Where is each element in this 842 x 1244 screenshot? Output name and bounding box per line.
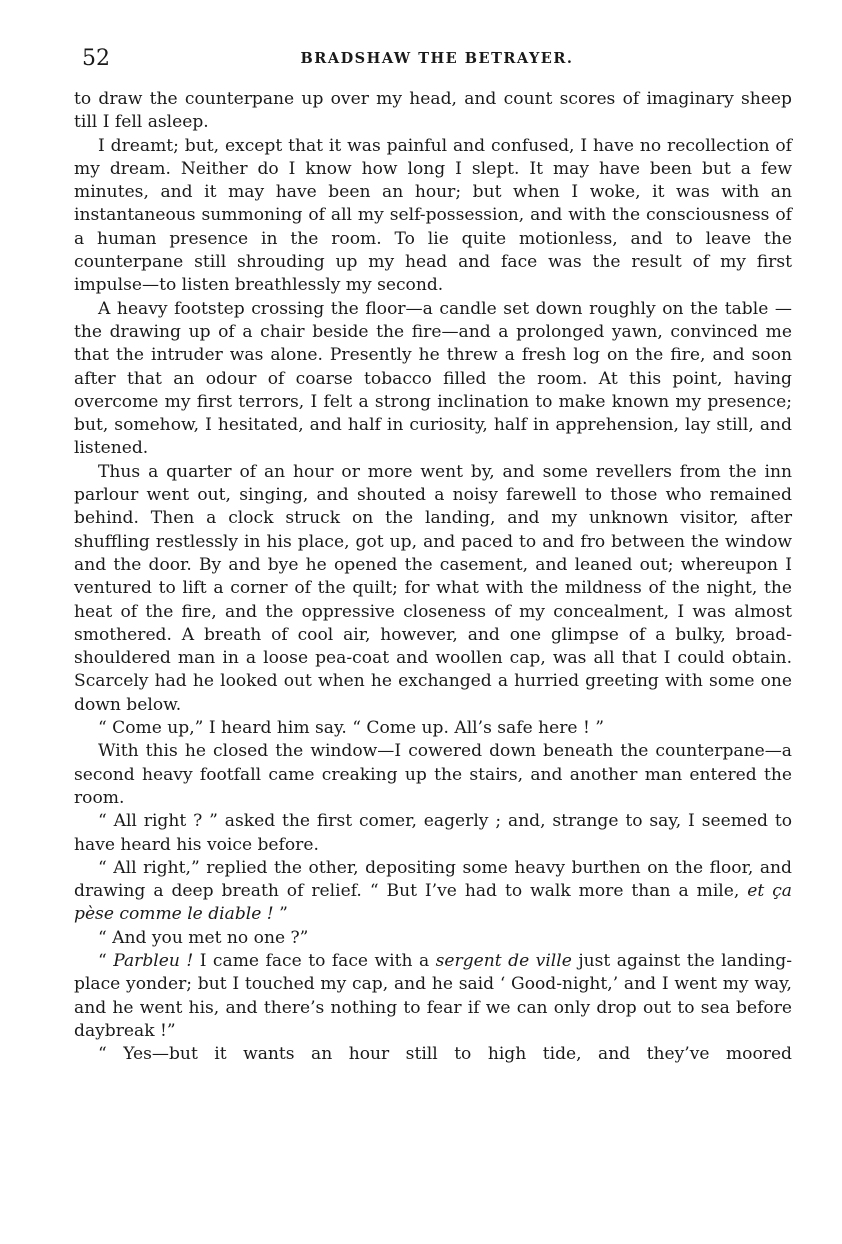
text-run: I came face to face with a — [193, 950, 436, 971]
page-header — [82, 44, 792, 74]
text-run: “ — [98, 950, 114, 971]
text-run: ” — [273, 904, 288, 925]
running-title: BRADSHAW THE BETRAYER. — [300, 50, 574, 67]
paragraph — [74, 950, 792, 1043]
paragraph: to draw the counterpane up over my head, and count scores of imaginary sheep till I fell asleep. — [74, 89, 792, 133]
italic-phrase: et ça pèse comme le diable ! — [74, 881, 792, 925]
paragraph: “ And you met no one ?” — [98, 927, 309, 948]
paragraph: Thus a quarter of an hour or more went by, and some revellers from the inn parlour went out, singing, and shouted a noisy farewell to those who remained behind. Then a clock struck on the landing, and my unknown visitor, after shuffling restlessly in his place, got up, and paced to and fro between the window and the door. By and bye he opened the casement, and leaned out; whereupon I ventured to lift a corner of the quilt; for what with the mildness of the night, the heat of the fire, and the oppressive closeness of my concealment, I was almost smothered. A breath of cool air, however, and one glimpse of a bulky, broad-shouldered man in a loose pea-coat and woollen cap, was all that I could obtain. Scarcely had he looked out when he exchanged a hurried greeting with some one down below. — [74, 461, 792, 715]
text-run: just against the landing-place yonder; but I touched my cap, and he said ‘ Good-night,’ and I went my way, and he went his, and there’s nothing to fear if we can only drop out to sea before daybreak !” — [74, 950, 792, 1041]
paragraph: “ Come up,” I heard him say. “ Come up. All’s safe here ! ” — [98, 718, 605, 739]
italic-phrase: Parbleu ! — [113, 950, 194, 971]
body-text — [74, 88, 792, 1066]
italic-phrase: sergent de ville — [435, 950, 572, 971]
paragraph: “ Yes—but it wants an hour still to high tide, and they’ve moored — [98, 1044, 792, 1065]
text-run: “ All right,” replied the other, depositing some heavy burthen on the floor, and drawing a deep breath of relief. “ But I’ve had to walk more than a mile, — [74, 857, 792, 902]
paragraph: A heavy footstep crossing the floor—a candle set down roughly on the table — the drawing up of a chair beside the fire—and a prolonged yawn, convinced me that the intruder was alone. Presently he threw a fresh log on the fire, and soon after that an odour of coarse tobacco filled the room. At this point, having overcome my first terrors, I felt a strong inclination to make known my presence; but, somehow, I hesitated, and half in curiosity, half in apprehension, lay still, and listened. — [74, 298, 792, 459]
paragraph: I dreamt; but, except that it was painful and confused, I have no recollection of my dream. Neither do I know how long I slept. It may have been but a few minutes, and it may have been an hour; but when I woke, it was with an instantaneous summoning of all my self-possession, and with the consciousness of a human presence in the room. To lie quite motionless, and to leave the counterpane still shrouding up my head and face was the result of my first impulse—to listen breathlessly my second. — [74, 135, 792, 296]
paragraph — [74, 857, 792, 927]
paragraph: “ All right ? ” asked the first comer, eagerly ; and, strange to say, I seemed to have heard his voice before. — [74, 811, 792, 855]
page-number: 52 — [82, 46, 110, 71]
paragraph: With this he closed the window—I cowered down beneath the counterpane—a second heavy footfall came creaking up the stairs, and another man entered the room. — [74, 741, 792, 808]
